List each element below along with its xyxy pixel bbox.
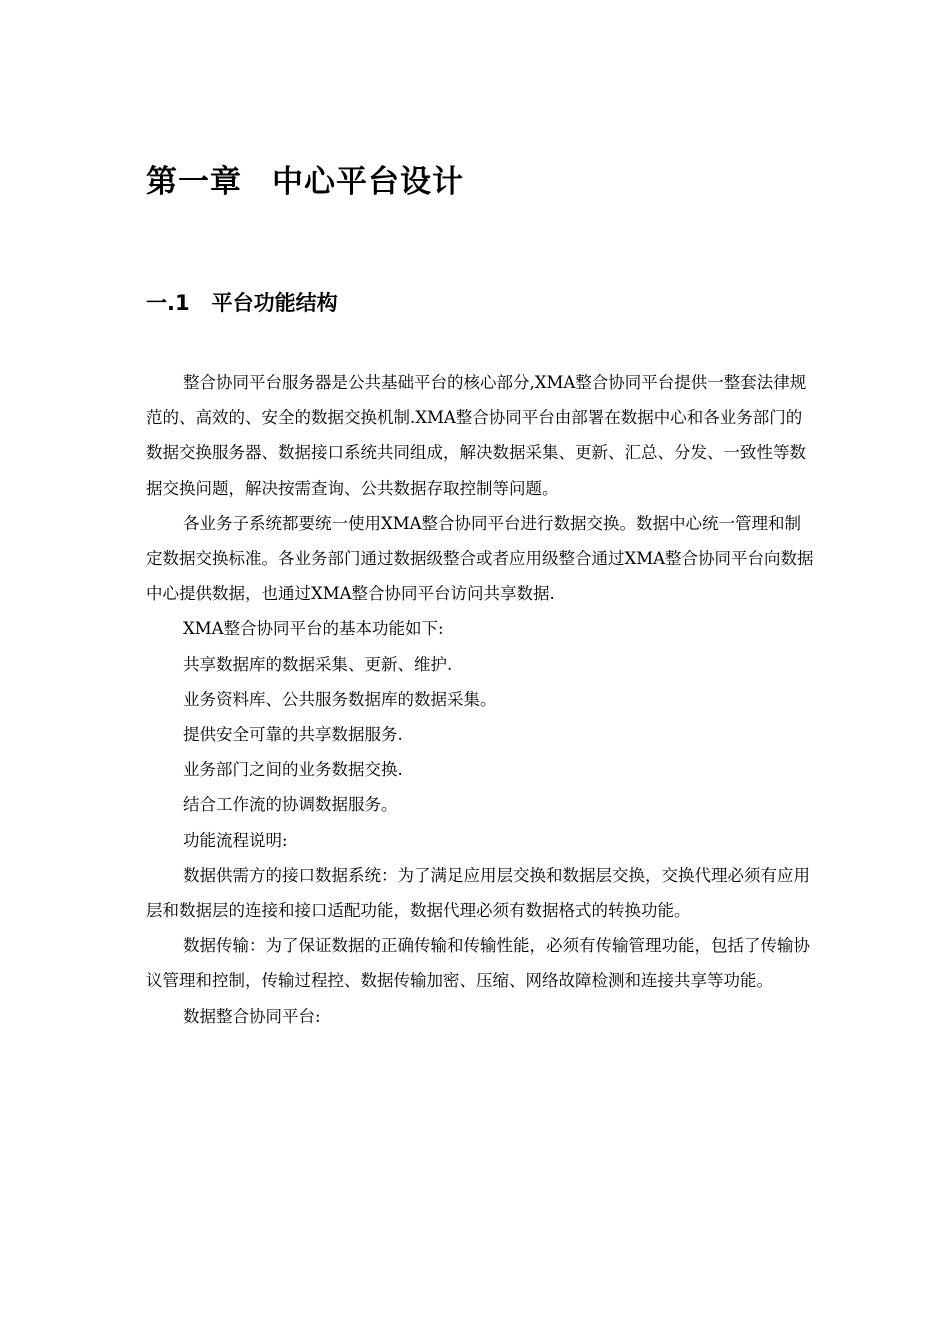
body-text (146, 365, 816, 1034)
paragraph-intro: 整合协同平台服务器是公共基础平台的核心部分,XMA整合协同平台提供一整套法律规范的、高效的、安全的数据交换机制.XMA整合协同平台由部署在数据中心和各业务部门的数据交换服务器、数据接口系统共同组成，解决数据采集、更新、汇总、分发、一致性等数据交换问题，解决按需查询、公共数据存取控制等问题。 (146, 373, 807, 498)
paragraph-subsystems: 各业务子系统都要统一使用XMA整合协同平台进行数据交换。数据中心统一管理和制定数据交换标准。各业务部门通过数据级整合或者应用级整合通过XMA整合协同平台向数据中心提供数据，也通过XMA整合协同平台访问共享数据. (146, 513, 814, 604)
chapter-title: 中心平台设计 (272, 164, 464, 200)
chapter-heading (146, 156, 464, 201)
paragraph-interface-system: 数据供需方的接口数据系统：为了满足应用层交换和数据层交换，交换代理必须有应用层和数据层的连接和接口适配功能，数据代理必须有数据格式的转换功能。 (146, 865, 810, 921)
paragraph-platform-label: 数据整合协同平台: (183, 1006, 321, 1026)
paragraph-data-transfer: 数据传输：为了保证数据的正确传输和传输性能，必须有传输管理功能，包括了传输协议管理和控制，传输过程控、数据传输加密、压缩、网络故障检测和连接共享等功能。 (146, 936, 810, 991)
list-item: 共享数据库的数据采集、更新、维护. (183, 654, 453, 674)
section-title: 平台功能结构 (211, 291, 338, 315)
list-item: 业务部门之间的业务数据交换. (183, 760, 403, 780)
section-heading (146, 287, 338, 317)
section-number: 一.1 (146, 291, 190, 315)
paragraph-flow-label: 功能流程说明: (183, 830, 288, 850)
chapter-number: 第一章 (146, 164, 242, 200)
list-item: 结合工作流的协调数据服务。 (183, 795, 398, 815)
list-item: 业务资料库、公共服务数据库的数据采集。 (183, 689, 497, 709)
paragraph-functions-intro: XMA整合协同平台的基本功能如下: (183, 619, 444, 639)
list-item: 提供安全可靠的共享数据服务. (183, 725, 403, 745)
